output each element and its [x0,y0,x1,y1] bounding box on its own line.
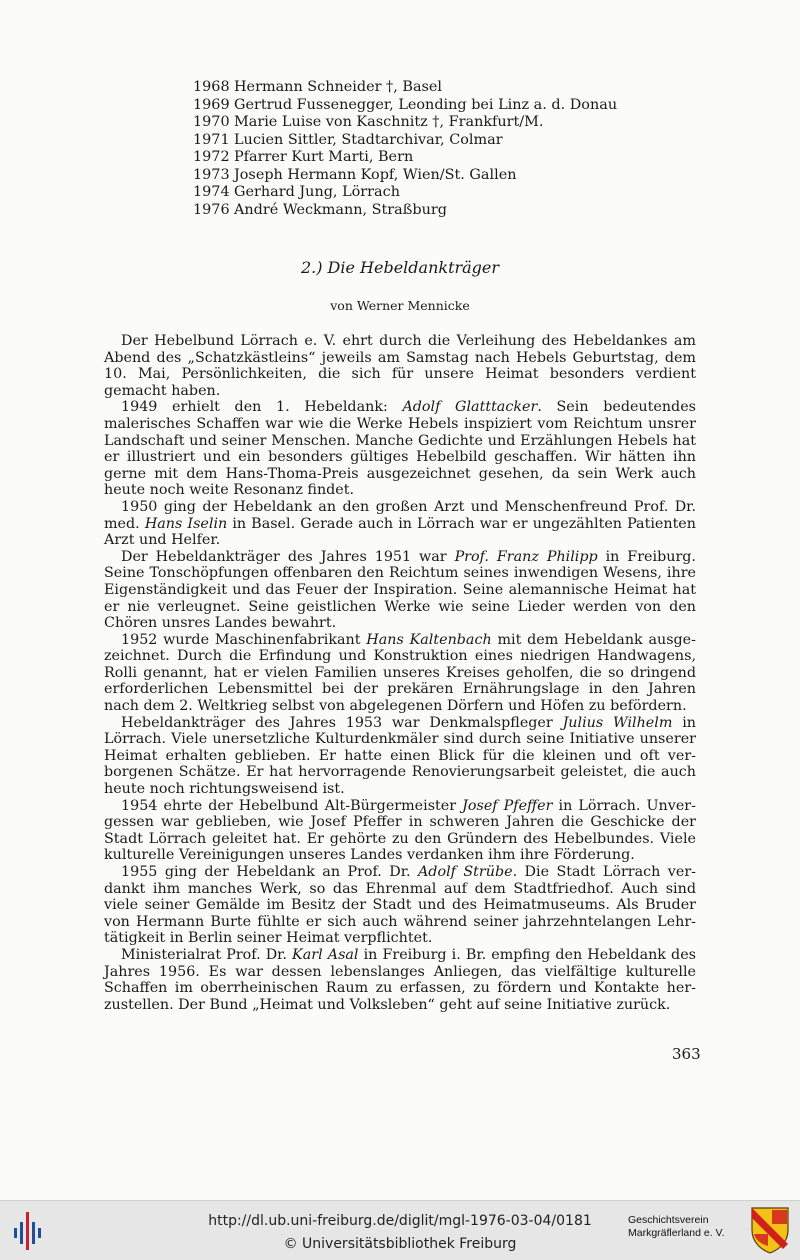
honoree-name: Josef Pfeffer [462,797,553,814]
laureate-year: 1968 [193,79,230,95]
laureate-name: André Weckmann, Straßburg [234,201,447,218]
paragraph-text: mit dem Hebeldank ausgezeichnet. Durch die Erfindung und Konstruktion eines niedrigen Handwagens, Rolli genannt, hat er vielen Familien unseres Kreises geholfen, die so dringend erforderlichen Lebensmittel bei der prekären Ernährungslage in den Jahren nach dem 2. Weltkrieg selbst von abgelegenen Dörfern und Höfen zu befördern. [104,631,696,715]
laureate-entry [193,79,617,97]
body-paragraph [104,632,696,715]
laureate-year: 1973 [193,166,230,183]
paragraph-text: 1954 ehrte der Hebelbund Alt-Bürgermeister [121,797,463,814]
honoree-name: Karl Asal [292,946,359,963]
laureate-name: Marie Luise von Kaschnitz †, Frankfurt/M. [234,114,544,130]
honoree-name: Adolf Glatttacker [402,399,538,416]
laureate-name: Gertrud Fussenegger, Leonding bei Linz a. d. Donau [234,96,618,113]
laureate-entry [193,167,617,185]
laureate-name: Gerhard Jung, Lörrach [234,184,400,200]
honoree-name: Hans Iselin [144,515,228,532]
laureate-entry [193,202,617,220]
footer-url-link[interactable]: http://dl.ub.uni-freiburg.de/diglit/mgl-1976-03-04/0181 [208,1213,592,1229]
paragraph-text: 1950 ging der Hebeldank an den großen Arzt und Menschenfreund Prof. Dr. med. [104,498,696,532]
laureate-year: 1971 [193,131,230,148]
body-paragraph [104,333,696,399]
page-number: 363 [672,1045,701,1063]
laureate-list [193,79,617,219]
paragraph-text: 1952 wurde Maschinenfabrikant [121,631,367,648]
laureate-entry [193,149,617,167]
laureate-name: Hermann Schneider †, Basel [234,79,443,95]
laureate-year: 1974 [193,184,230,200]
honoree-name: Julius Wilhelm [562,714,673,731]
laureate-entry [193,114,617,132]
paragraph-text: in Basel. Gerade auch in Lörrach war er ungezählten Patienten Arzt und Helfer. [104,515,696,549]
laureate-year: 1972 [193,149,230,165]
paragraph-text: . Die Stadt Lörrach verdankt ihm manches Werk, so das Ehrenmal auf dem Stadtfriedhof. Auch sind viele seiner Gemälde im Besitz der Stadt und des Heimatmuseums. Als Bruder von Hermann Burte fühlte er sich auch während seiner jahrzehntelangen Lehrtätigkeit in Berlin seiner Heimat verpflichtet. [104,864,697,947]
laureate-name: Pfarrer Kurt Marti, Bern [234,149,414,165]
laureate-year: 1976 [193,201,230,218]
paragraph-text: Der Hebelbund Lörrach e. V. ehrt durch die Verleihung des Hebeldankes am Abend des „Schatzkästleins“ jeweils am Samstag nach Hebels Geburtstag, dem 10. Mai, Persönlichkeiten, die sich für unsere Heimat besonders verdient gemacht haben. [104,333,696,399]
footer-organization [628,1214,725,1240]
laureate-entry [193,184,617,202]
coat-of-arms-icon [750,1206,790,1254]
body-paragraph [104,947,696,1013]
laureate-entry [193,97,617,115]
paragraph-text: 1949 erhielt den 1. Hebeldank: [121,399,403,416]
paragraph-text: in Freiburg i. Br. empfing den Hebeldank des Jahres 1956. Es war dessen lebenslanges Anliegen, das vielfältige kulturelle Schaffen im oberrheinischen Raum zu erfassen, zu fördern und Kontakte herzustellen. Der Bund „Heimat und Volksleben“ geht auf seine Initiative zurück. [104,946,696,1013]
body-paragraph [104,715,696,798]
paragraph-text: 1955 ging der Hebeldank an Prof. Dr. [121,864,418,880]
honoree-name: Adolf Strübe [417,864,513,880]
laureate-entry [193,132,617,150]
laureate-name: Joseph Hermann Kopf, Wien/St. Gallen [234,166,517,183]
body-paragraph [104,399,696,499]
honoree-name: Hans Kaltenbach [366,631,492,648]
org-name-line1: Geschichtsverein [628,1214,709,1226]
body-paragraph [104,798,696,864]
paragraph-text: in Freiburg. Seine Tonschöpfungen offenbaren den Reichtum seines inwendigen Wesens, ihre Eigenständigkeit und das Feuer der Inspiration. Seine alemannische Heimat hat er nie verleugnet. Seine geistlichen Werke wie seine Lieder werden von den Chören unsres Landes bewahrt. [104,548,696,632]
paragraph-text: . Sein bedeutendes malerisches Schaffen war wie die Werke Hebels inspiziert vom Reichtum unsrer Landschaft und seiner Menschen. Manche Gedichte und Erzählungen Hebels hat er illustriert und ein besonders gültiges Hebelbild geschaffen. Wir hätten ihn gerne mit dem Hans-Thoma-Preis ausgezeichnet gesehen, da sein Werk auch heute noch weite Resonanz findet. [104,399,696,499]
paragraph-text: in Lörrach. Unvergessen war geblieben, wie Josef Pfeffer in schweren Jahren die Geschicke der Stadt Lörrach geleitet hat. Er gehörte zu den Gründern des Hebelbundes. Viele kulturelle Vereinigungen unseres Landes verdanken ihm ihre Förderung. [104,797,696,864]
footer-bar [0,1200,800,1260]
laureate-year: 1969 [193,96,230,113]
laureate-year: 1970 [193,114,230,130]
laureate-name: Lucien Sittler, Stadtarchivar, Colmar [234,131,503,148]
body-paragraph [104,499,696,549]
section-heading: 2.) Die Hebeldankträger [300,258,500,277]
paragraph-text: Hebeldankträger des Jahres 1953 war Denkmalspfleger [121,714,563,731]
body-paragraph [104,549,696,632]
paragraph-text: in Lörrach. Viele unersetzliche Kulturdenkmäler sind durch seine Initiative unserer Heimat erhalten geblieben. Er hatte einen Blick für die kleinen und oft verborgenen Schätze. Er hat hervorragende Renovierungsarbeit geleistet, die auch heute noch richtungsweisend ist. [104,714,697,798]
section-byline: von Werner Mennicke [330,298,470,313]
article-body [104,333,696,1013]
paragraph-text: Ministerialrat Prof. Dr. [121,946,293,963]
honoree-name: Prof. Franz Philipp [454,548,598,565]
footer-copyright: © Universitätsbibliothek Freiburg [283,1236,517,1252]
org-name-line2: Markgräflerland e. V. [628,1227,725,1239]
body-paragraph [104,864,696,947]
paragraph-text: Der Hebeldankträger des Jahres 1951 war [121,548,455,565]
